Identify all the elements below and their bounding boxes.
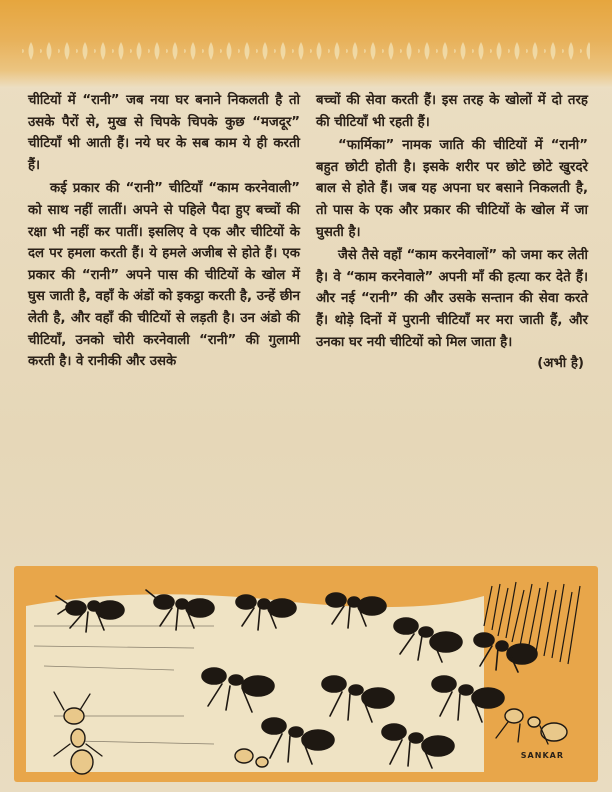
artist-signature: SANKAR [520, 751, 564, 760]
continued-note: (अभी है) [537, 356, 584, 372]
paragraph: कई प्रकार की “रानी” चीटियाँ “काम करनेवाली” को साथ नहीं लातीं। अपने से पहिले पैदा हुए बच्चों की रक्षा भी नहीं कर पातीं। इसलिए वे एक और चीटियों के दल पर हमला करती हैं। ये हमले अजीब से होते हैं। एक प्रकार की “रानी” अपने पास की चीटियों के खोल में घुस जाती है, वहाँ के अंडों को इकट्ठा करती है, उन्हें छीन लेती है, और वहाँ की चीटियों से लड़ती है। उन अंडो की चीटियाँ, उनको चोरी करनेवाली “रानी” की गुलामी करती है। वे रानीकी और उसके [28, 181, 300, 370]
article-columns [28, 90, 588, 550]
paragraph: चीटियों में “रानी” जब नया घर बनाने निकलती है तो उसके पैरों से, मुख से चिपके चिपके कुछ “मजदूर” चीटियाँ भी आती हैं। नये घर के सब काम ये ही करती हैं। [28, 93, 300, 173]
decorative-border-ornament [22, 40, 590, 62]
paragraph: जैसे तैसे वहाँ “काम करनेवालों” को जमा कर लेती है। वे “काम करनेवाले” अपनी माँ की हत्या कर देते हैं। और नई “रानी” की और उसके सन्तान की सेवा करते हैं। थोड़े दिनों में पुरानी चीटियाँ मर मरा जाती हैं, और उनका घर नयी चीटियों को मिल जाता है। [316, 248, 588, 350]
right-column [316, 90, 588, 550]
paragraph: “फार्मिका” नामक जाति की चीटियों में “रानी” बहुत छोटी होती है। इसके शरीर पर छोटे छोटे खुरदरे बाल से होते हैं। जब यह अपना घर बसाने निकलती है, तो पास के एक और प्रकार की चीटियों के खोल में जा घुसती है। [316, 138, 588, 240]
ants-illustration [14, 566, 598, 782]
paragraph: बच्चों की सेवा करती हैं। इस तरह के खोलों में दो तरह की चीटियाँ भी रहती हैं। [316, 93, 588, 130]
left-column [28, 90, 300, 550]
ants-drawing [14, 566, 598, 782]
